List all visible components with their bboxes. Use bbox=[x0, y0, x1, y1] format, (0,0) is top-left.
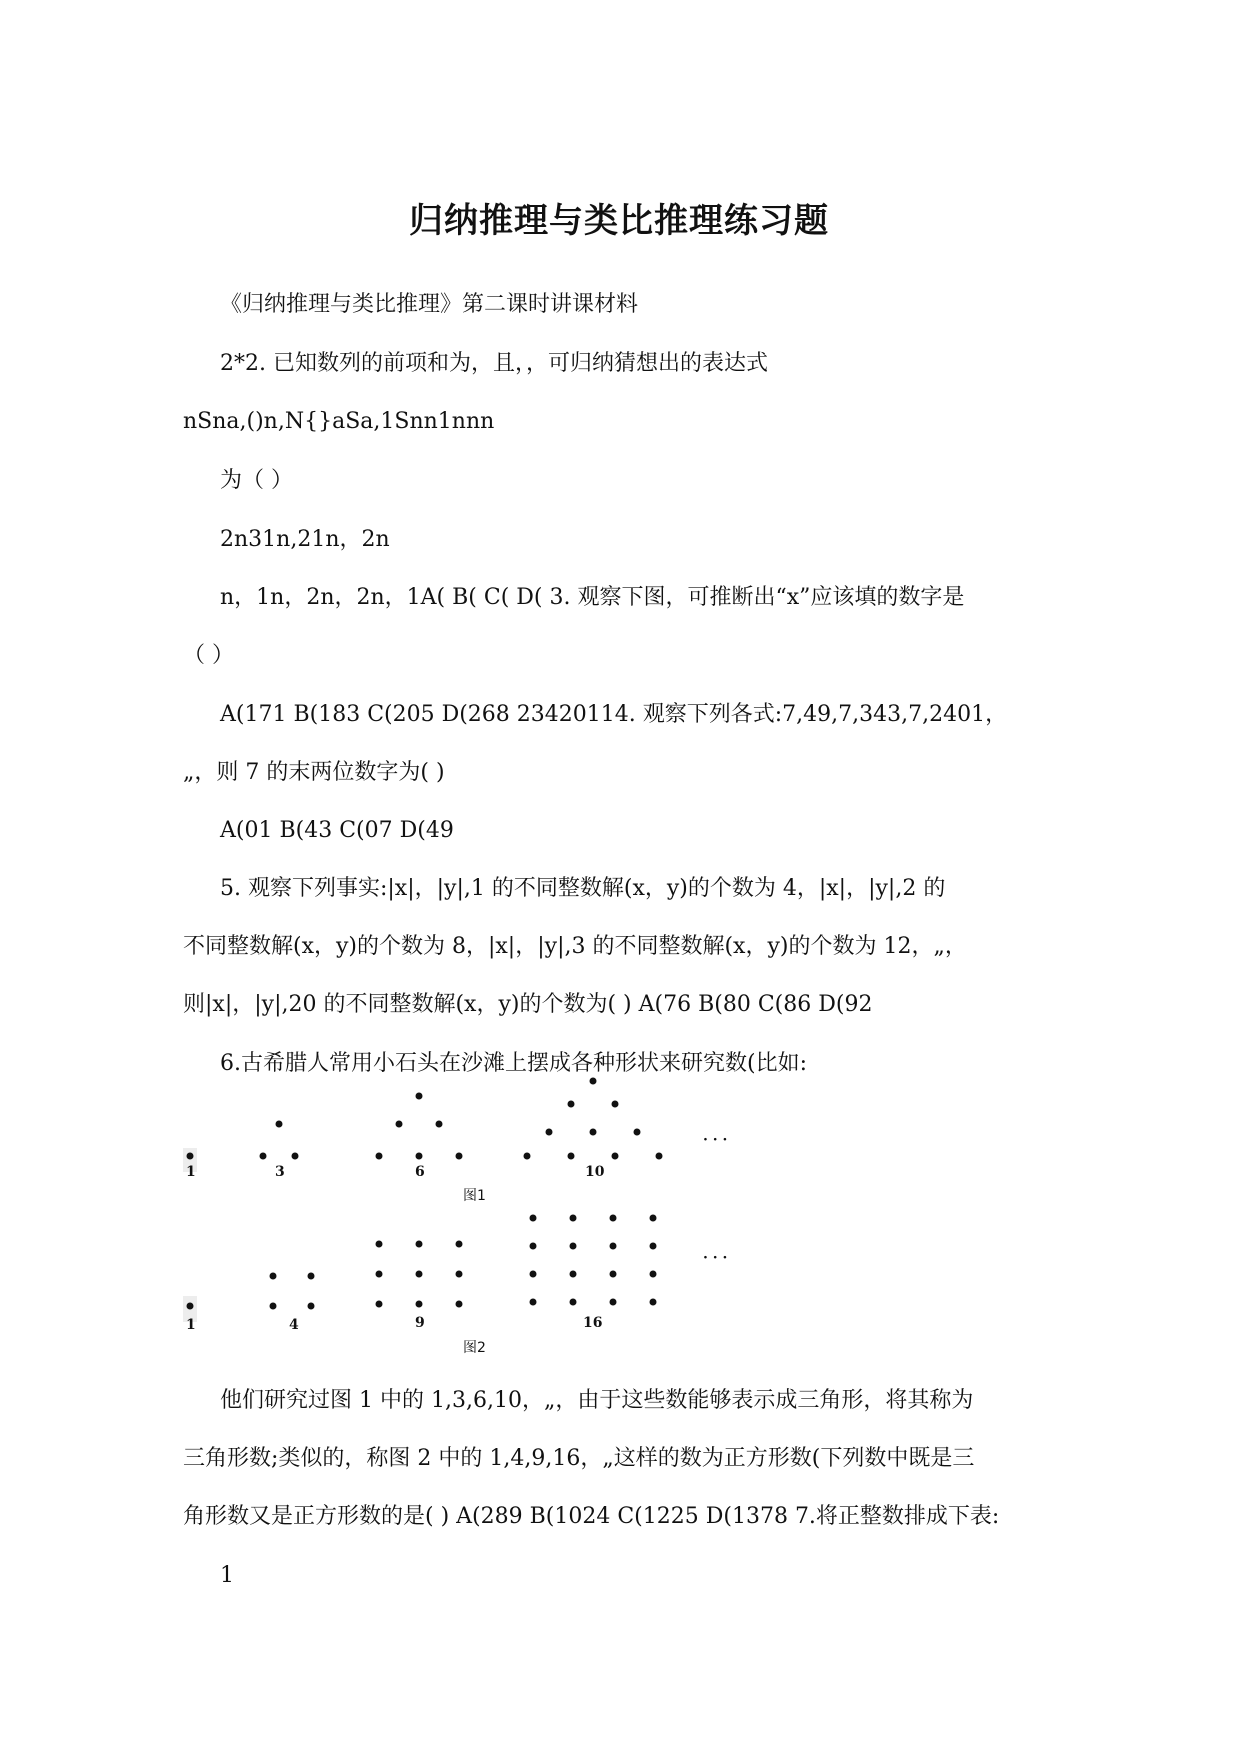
fig1-label-10: 10 bbox=[585, 1164, 605, 1180]
fig1-ellipsis: · · · bbox=[703, 1132, 728, 1148]
question-5-cont: 不同整数解(x，y)的个数为 8，|x|，|y|,3 的不同整数解(x，y)的个数为 12，„， bbox=[183, 934, 967, 959]
question-6-line: 6.古希腊人常用小石头在沙滩上摆成各种形状来研究数(比如: bbox=[220, 1051, 807, 1076]
pebble-figure bbox=[183, 1076, 783, 1359]
fig2-caption: 图2 bbox=[463, 1340, 486, 1356]
fig2-label-9: 9 bbox=[415, 1315, 425, 1331]
fig2-ellipsis: · · · bbox=[703, 1250, 728, 1266]
fig1-label-3: 3 bbox=[275, 1164, 285, 1180]
question-2-line: 2*2. 已知数列的前项和为，且，，可归纳猜想出的表达式 bbox=[220, 351, 768, 376]
question-3-paren: （ ） bbox=[183, 643, 234, 668]
fig1-caption: 图1 bbox=[463, 1188, 486, 1204]
question-5-line: 5. 观察下列事实:|x|，|y|,1 的不同整数解(x，y)的个数为 4，|x|，|y|,2 的 bbox=[220, 876, 946, 901]
question-4-cont: „，则 7 的末两位数字为( ) bbox=[183, 760, 445, 785]
page-title: 归纳推理与类比推理练习题 bbox=[409, 201, 829, 241]
fig1-label-1: 1 bbox=[186, 1164, 196, 1180]
question-4-options: A(01 B(43 C(07 D(49 bbox=[220, 818, 454, 843]
table-first-row: 1 bbox=[220, 1563, 234, 1588]
question-5-options: 则|x|，|y|,20 的不同整数解(x，y)的个数为( ) A(76 B(80 C(86 D(92 bbox=[183, 992, 873, 1017]
question-6-options: 角形数又是正方形数的是( ) A(289 B(1024 C(1225 D(1378 7.将正整数排成下表: bbox=[183, 1504, 1000, 1529]
fig2-label-4: 4 bbox=[289, 1317, 299, 1333]
figure-1-triangular bbox=[183, 1078, 727, 1205]
question-2-prompt: 为（ ） bbox=[220, 468, 293, 493]
question-6-body-2: 三角形数;类似的，称图 2 中的 1,4,9,16，„这样的数为正方形数(下列数中既是三 bbox=[183, 1446, 975, 1471]
question-4-line: A(171 B(183 C(205 D(268 23420114. 观察下列各式:7,49,7,343,7,2401， bbox=[220, 702, 1008, 727]
question-3-line: n，1n，2n，2n，1A( B( C( D( 3. 观察下图，可推断出“x”应该填的数字是 bbox=[220, 585, 965, 610]
fig2-label-1: 1 bbox=[186, 1317, 196, 1333]
fig2-label-16: 16 bbox=[583, 1315, 603, 1331]
subtitle-line: 《归纳推理与类比推理》第二课时讲课材料 bbox=[220, 292, 639, 317]
figure-2-square bbox=[183, 1215, 727, 1357]
formula-line: nSna,()n,N{}aSa,1Snn1nnn bbox=[183, 409, 495, 434]
question-2-options-top: 2n31n,21n，2n bbox=[220, 527, 390, 552]
question-6-body-1: 他们研究过图 1 中的 1,3,6,10，„，由于这些数能够表示成三角形，将其称为 bbox=[220, 1388, 974, 1413]
fig1-label-6: 6 bbox=[415, 1164, 425, 1180]
